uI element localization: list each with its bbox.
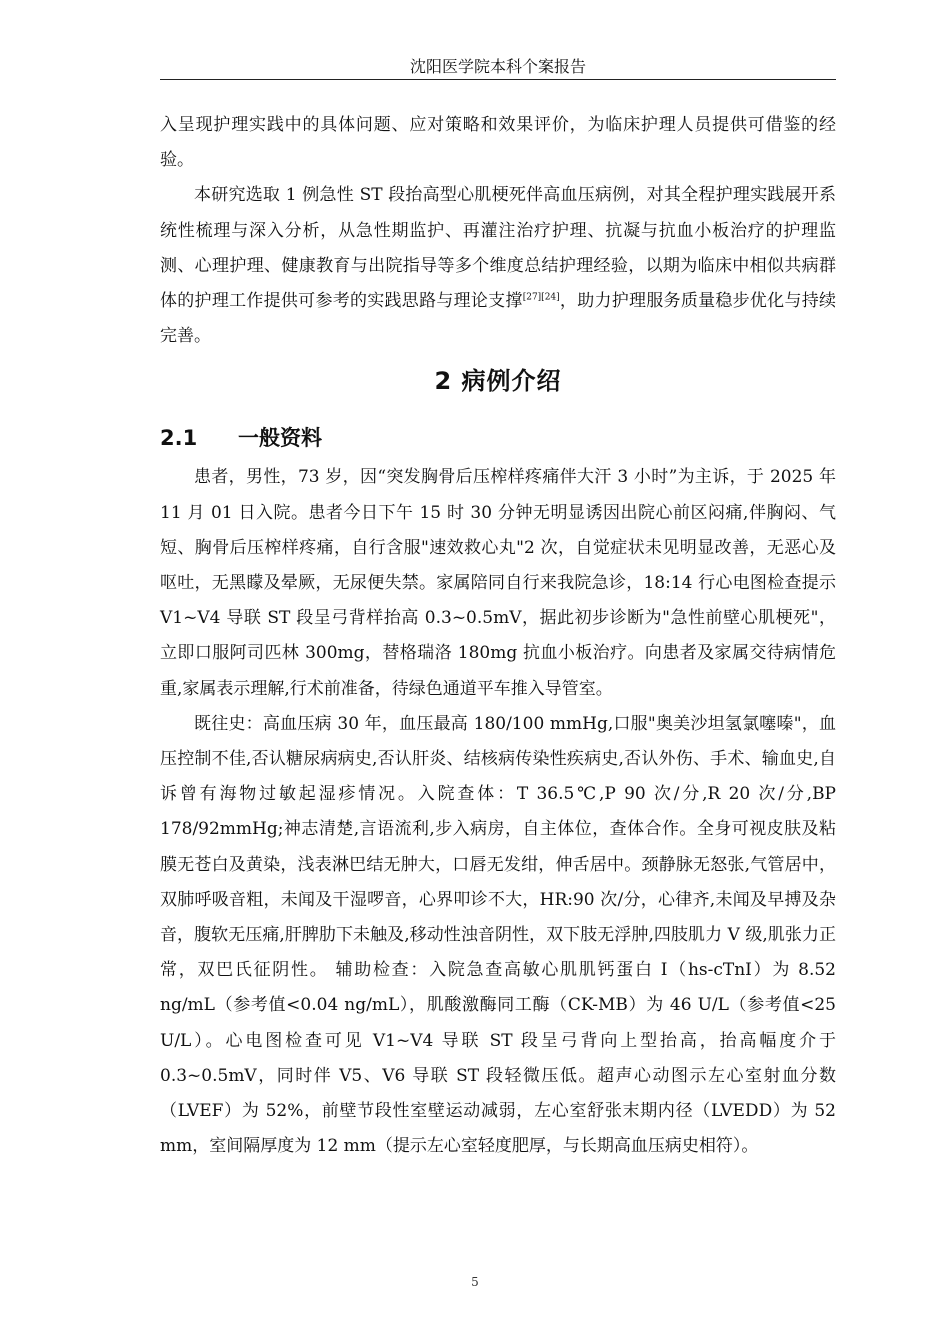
section-heading — [160, 418, 836, 458]
section-title: 一般资料 — [238, 426, 322, 451]
citation-reference: [27][24] — [522, 292, 560, 303]
page-number: 5 — [471, 1275, 479, 1289]
chapter-heading: 2 病例介绍 — [434, 367, 562, 396]
case-paragraph-history: 患者，男性，73 岁，因“突发胸骨后压榨样疼痛伴大汗 3 小时”为主诉，于 2025 年 11 月 01 日入院。患者今日下午 15 时 30 分钟无明显诱因出院心前区闷痛,伴胸闷、气短、胸骨后压榨样疼痛，自行含服"速效救心丸"2 次，自觉症状未见明显改善，无恶心及呕吐，无黑矇及晕厥，无尿便失禁。家属陪同自行来我院急诊，18:14 行心电图检查提示 V1~V4 导联 ST 段呈弓背样抬高 0.3~0.5mV，据此初步诊断为"急性前壁心肌梗死"，立即口服阿司匹林 300mg，替格瑞洛 180mg 抗血小板治疗。向患者及家属交待病情危重,家属表示理解,行术前准备，待绿色通道平车推入导管室。 — [160, 467, 836, 699]
case-paragraph-exam: 既往史：高血压病 30 年，血压最高 180/100 mmHg,口服"奥美沙坦氢氯噻嗪"，血压控制不佳,否认糖尿病病史,否认肝炎、结核病传染性疾病史,否认外伤、手术、输血史,自诉曾有海物过敏起湿疹情况。入院查体：T 36.5℃,P 90 次/分,R 20 次/分,BP 178/92mmHg;神志清楚,言语流利,步入病房，自主体位，查体合作。全身可视皮肤及粘膜无苍白及黄染，浅表淋巴结无肿大，口唇无发绀，伸舌居中。颈静脉无怒张,气管居中，双肺呼吸音粗，未闻及干湿啰音，心界叩诊不大，HR:90 次/分，心律齐,未闻及早搏及杂音，腹软无压痛,肝脾肋下未触及,移动性浊音阴性，双下肢无浮肿,四肢肌力 V 级,肌张力正常，双巴氏征阴性。 辅助检查：入院急查高敏心肌肌钙蛋白 I（hs-cTnI）为 8.52 ng/mL（参考值<0.04 ng/mL），肌酸激酶同工酶（CK-MB）为 46 U/L（参考值<25 U/L）。心电图检查可见 V1~V4 导联 ST 段呈弓背向上型抬高，抬高幅度介于 0.3~0.5mV，同时伴 V5、V6 导联 ST 段轻微压低。超声心动图示左心室射血分数（LVEF）为 52%，前壁节段性室壁运动减弱，左心室舒张末期内径（LVEDD）为 52 mm，室间隔厚度为 12 mm（提示左心室轻度肥厚，与长期高血压病史相符）。 — [160, 713, 836, 1157]
intro-paragraph-text: 本研究选取 1 例急性 ST 段抬高型心肌梗死伴高血压病例，对其全程护理实践展开系统性梳理与深入分析，从急性期监护、再灌注治疗护理、抗凝与抗血小板治疗的护理监测、心理护理、健康教育与出院指导等多个维度总结护理经验，以期为临床中相似共病群体的护理工作提供可参考的实践思路与理论支撑 — [160, 185, 836, 312]
page-header — [160, 56, 836, 80]
document-body — [160, 108, 836, 1164]
intro-paragraph — [160, 178, 836, 354]
header-title: 沈阳医学院本科个案报告 — [409, 57, 586, 76]
intro-paragraph-tail: ，助力护理服务质量稳步优化与持续完善。 — [160, 291, 837, 347]
intro-paragraph-continued: 入呈现护理实践中的具体问题、应对策略和效果评价，为临床护理人员提供可借鉴的经验。 — [160, 115, 836, 171]
section-number: 2.1 — [160, 426, 198, 451]
